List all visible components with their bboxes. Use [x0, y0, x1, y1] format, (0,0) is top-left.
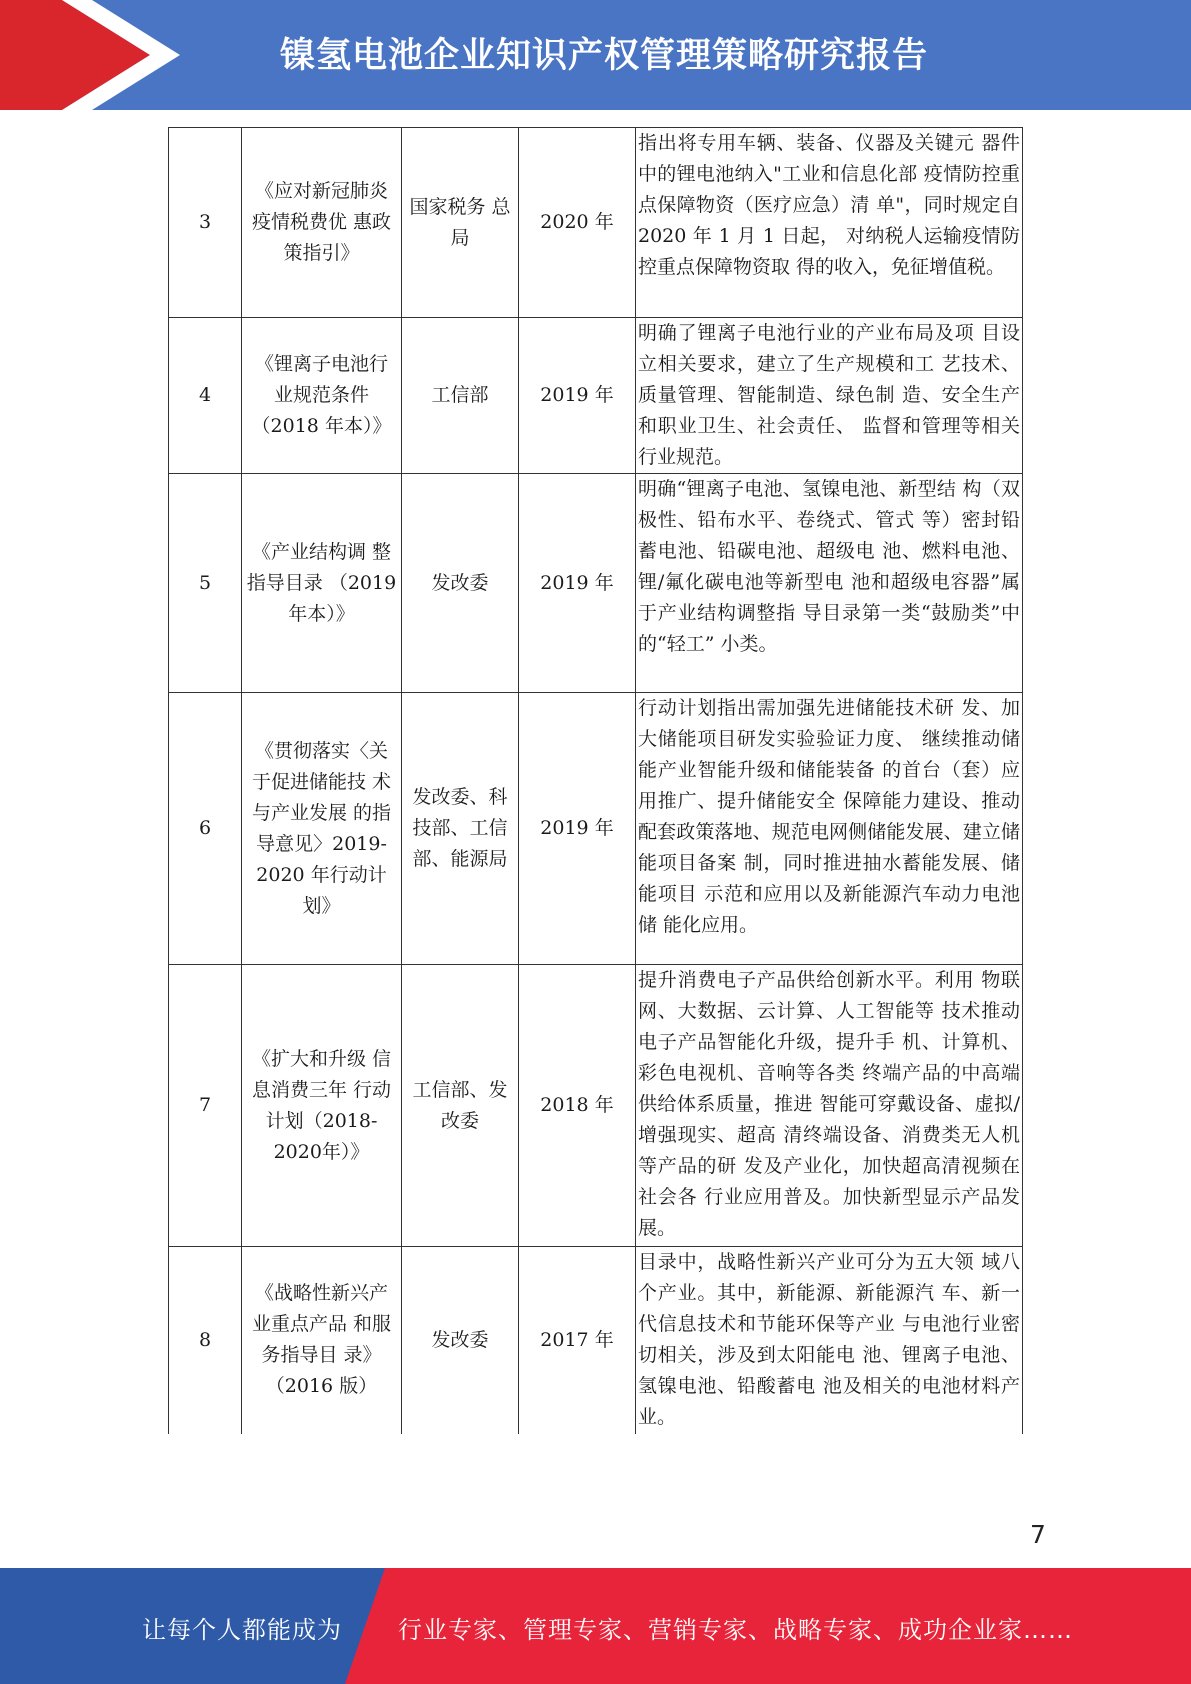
table-row [169, 1247, 1023, 1434]
table-row [169, 474, 1023, 693]
issuing-department: 工信部 [402, 318, 519, 474]
row-number: 8 [169, 1247, 242, 1434]
issuing-department: 国家税务 总局 [402, 128, 519, 318]
table-row [169, 693, 1023, 965]
policy-name: 《扩大和升级 信息消费三年 行动计划（2018-2020年）》 [242, 965, 402, 1247]
report-title: 镍氢电池企业知识产权管理策略研究报告 [280, 36, 929, 76]
policy-content: 目录中，战略性新兴产业可分为五大领 域八个产业。其中，新能源、新能源汽 车、新一代信息技术和节能环保等产业 与电池行业密切相关，涉及到太阳能电 池、锂离子电池、氢镍电池、铅酸蓄电 池及相关的电池材料产业。 [638, 1251, 1020, 1428]
policy-content: 提升消费电子产品供给创新水平。利用 物联网、大数据、云计算、人工智能等 技术推动电子产品智能化升级，提升手 机、计算机、彩色电视机、音响等各类 终端产品的中高端供给体系质量，推进 智能可穿戴设备、虚拟/增强现实、超高 清终端设备、消费类无人机等产品的研 发及产业化，加快超高清视频在社会各 行业应用普及。加快新型显示产品发展。 [636, 965, 1023, 1247]
issuing-department: 工信部、发改委 [402, 965, 519, 1247]
policy-name: 《锂离子电池行业规范条件（2018 年本）》 [242, 318, 402, 474]
policy-name: 《贯彻落实〈关于促进储能技 术与产业发展 的指导意见〉2019-2020 年行动计划》 [242, 693, 402, 965]
row-number: 6 [169, 693, 242, 965]
row-number: 3 [169, 128, 242, 318]
page-number: 7 [1030, 1520, 1046, 1549]
policy-content: 指出将专用车辆、装备、仪器及关键元 器件中的锂电池纳入"工业和信息化部 疫情防控重点保障物资（医疗应急）清 单"，同时规定自 2020 年 1 月 1 日起， 对纳税人运输疫情防控重点保障物资取 得的收入，免征增值税。 [636, 128, 1023, 318]
table-row [169, 128, 1023, 318]
issue-year: 2017 年 [519, 1247, 636, 1434]
policy-name: 《应对新冠肺炎疫情税费优 惠政策指引》 [242, 128, 402, 318]
footer-slogan-left: 让每个人都能成为 [142, 1616, 342, 1644]
policy-table [168, 127, 1023, 1434]
table-row [169, 965, 1023, 1247]
issue-year: 2019 年 [519, 474, 636, 693]
policy-content: 明确“锂离子电池、氢镍电池、新型结 构（双极性、铅布水平、卷绕式、管式 等）密封铅蓄电池、铅碳电池、超级电 池、燃料电池、锂/氟化碳电池等新型电 池和超级电容器”属于产业结构调整指 导目录第一类“鼓励类”中的“轻工” 小类。 [636, 474, 1023, 693]
row-number: 7 [169, 965, 242, 1247]
policy-content: 行动计划指出需加强先进储能技术研 发、加大储能项目研发实验验证力度、 继续推动储能产业智能升级和储能装备 的首台（套）应用推广、提升储能安全 保障能力建设、推动配套政策落地、规范电网侧储能发展、建立储能项目备案 制，同时推进抽水蓄能发展、储能项目 示范和应用以及新能源汽车动力电池储 能化应用。 [636, 693, 1023, 965]
policy-name: 《战略性新兴产业重点产品 和服务指导目 录》（2016 版） [242, 1247, 402, 1434]
footer-slogan-right: 行业专家、管理专家、营销专家、战略专家、成功企业家…… [398, 1616, 1073, 1644]
policy-content: 明确了锂离子电池行业的产业布局及项 目设立相关要求，建立了生产规模和工 艺技术、质量管理、智能制造、绿色制 造、安全生产和职业卫生、社会责任、 监督和管理等相关行业规范。 [636, 318, 1023, 474]
table-row [169, 318, 1023, 474]
issuing-department: 发改委 [402, 1247, 519, 1434]
row-number: 5 [169, 474, 242, 693]
issue-year: 2020 年 [519, 128, 636, 318]
issue-year: 2019 年 [519, 693, 636, 965]
header-banner [0, 0, 1191, 110]
footer-banner [0, 1568, 1191, 1684]
row-number: 4 [169, 318, 242, 474]
policy-name: 《产业结构调 整指导目录 （2019 年本）》 [242, 474, 402, 693]
issuing-department: 发改委、科技部、工信部、能源局 [402, 693, 519, 965]
chevron-decoration [0, 0, 300, 110]
issue-year: 2019 年 [519, 318, 636, 474]
issue-year: 2018 年 [519, 965, 636, 1247]
issuing-department: 发改委 [402, 474, 519, 693]
